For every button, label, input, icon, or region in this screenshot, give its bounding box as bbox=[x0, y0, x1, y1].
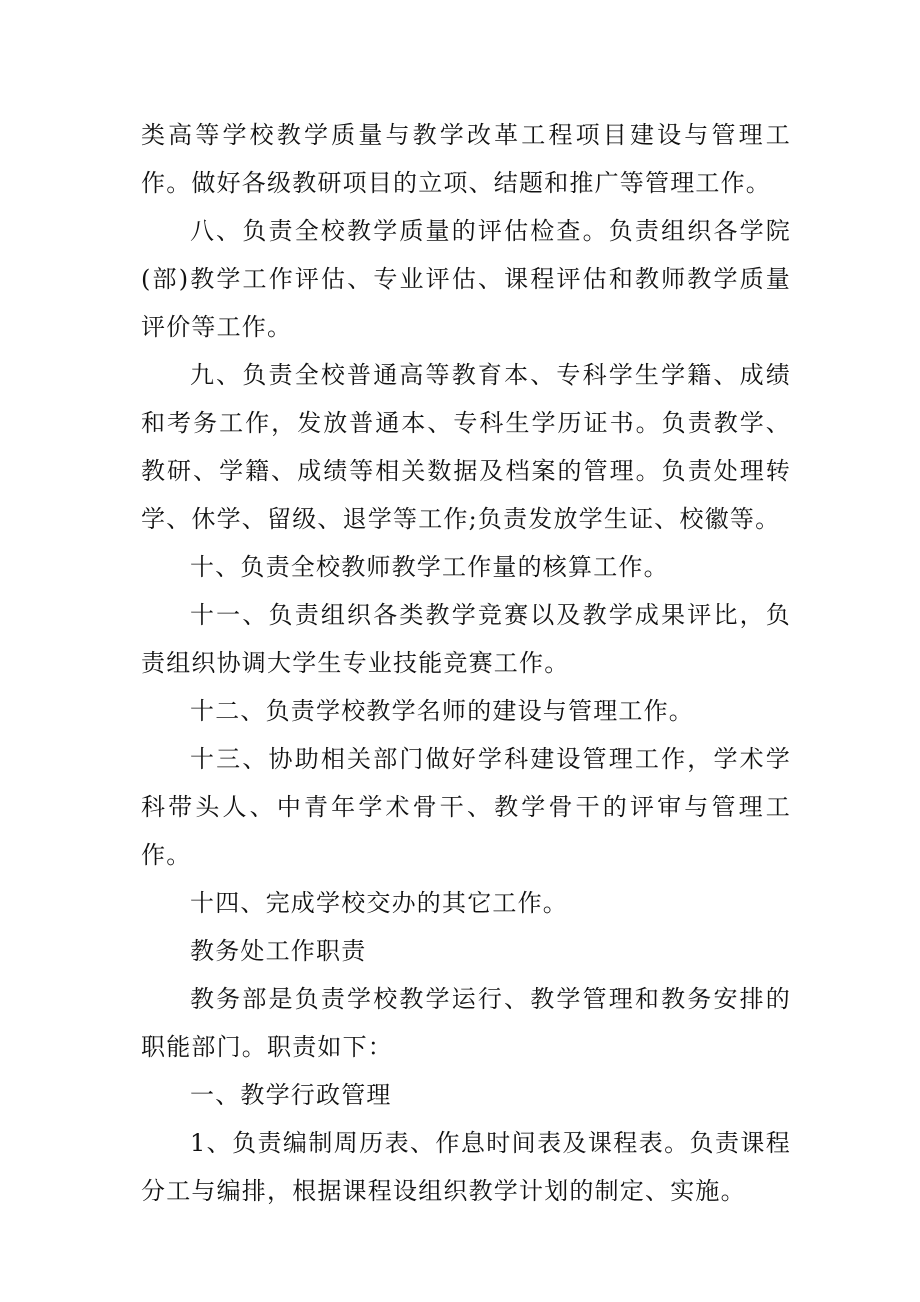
section-heading: 教务处工作职责 bbox=[190, 937, 367, 965]
paragraph-continuation: 类高等学校教学质量与教学改革工程项目建设与管理工作。做好各级教研项目的立项、结题和推广等管理工作。 bbox=[141, 121, 791, 197]
paragraph-item-9: 九、负责全校普通高等教育本、专科学生学籍、成绩和考务工作，发放普通本、专科生学历证书。负责教学、教研、学籍、成绩等相关数据及档案的管理。负责处理转学、休学、留级、退学等工作;负责发放学生证、校徽等。 bbox=[141, 361, 791, 533]
paragraph-item-10: 十、负责全校教师教学工作量的核算工作。 bbox=[190, 553, 669, 581]
paragraph-item-13: 十三、协助相关部门做好学科建设管理工作，学术学科带头人、中青年学术骨干、教学骨干的评审与管理工作。 bbox=[141, 745, 791, 869]
paragraph-intro: 教务部是负责学校教学运行、教学管理和教务安排的职能部门。职责如下： bbox=[141, 985, 791, 1061]
paragraph-item-8: 八、负责全校教学质量的评估检查。负责组织各学院(部)教学工作评估、专业评估、课程评估和教师教学质量评价等工作。 bbox=[141, 217, 791, 341]
paragraph-item-11: 十一、负责组织各类教学竞赛以及教学成果评比，负责组织协调大学生专业技能竞赛工作。 bbox=[141, 601, 791, 677]
document-body bbox=[141, 111, 791, 1215]
paragraph-item-1: 1、负责编制周历表、作息时间表及课程表。负责课程分工与编排，根据课程设组织教学计划的制定、实施。 bbox=[141, 1129, 791, 1205]
paragraph-item-12: 十二、负责学校教学名师的建设与管理工作。 bbox=[190, 697, 694, 725]
subsection-heading: 一、教学行政管理 bbox=[190, 1081, 392, 1109]
paragraph-item-14: 十四、完成学校交办的其它工作。 bbox=[190, 889, 568, 917]
